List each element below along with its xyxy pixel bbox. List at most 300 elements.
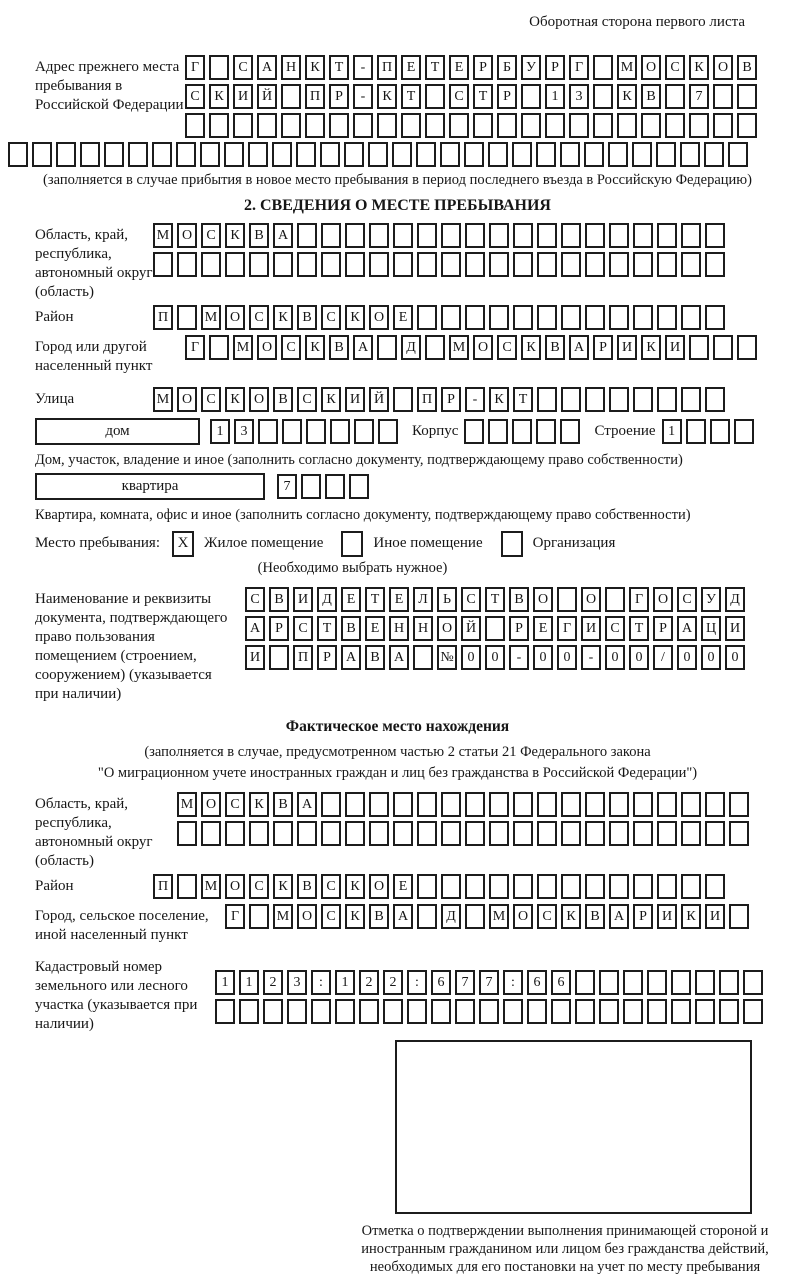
char-box[interactable]: В	[641, 84, 661, 109]
char-box[interactable]	[306, 419, 326, 444]
char-box[interactable]	[321, 223, 341, 248]
char-box[interactable]	[273, 252, 293, 277]
char-box[interactable]	[377, 113, 397, 138]
char-box[interactable]: М	[273, 904, 293, 929]
char-box[interactable]: С	[233, 55, 253, 80]
char-box[interactable]	[455, 999, 475, 1024]
char-box[interactable]	[681, 874, 701, 899]
char-box[interactable]: :	[503, 970, 523, 995]
char-box[interactable]: С	[249, 874, 269, 899]
char-box[interactable]	[705, 874, 725, 899]
char-box[interactable]	[633, 387, 653, 412]
char-box[interactable]: Т	[401, 84, 421, 109]
char-box[interactable]: Г	[225, 904, 245, 929]
char-box[interactable]	[593, 55, 613, 80]
char-box[interactable]: А	[677, 616, 697, 641]
char-box[interactable]	[465, 223, 485, 248]
char-box[interactable]	[632, 142, 652, 167]
char-box[interactable]: 2	[359, 970, 379, 995]
char-box[interactable]: К	[561, 904, 581, 929]
char-box[interactable]: О	[225, 874, 245, 899]
char-box[interactable]: К	[209, 84, 229, 109]
char-box[interactable]	[575, 970, 595, 995]
char-box[interactable]: А	[609, 904, 629, 929]
char-box[interactable]	[177, 305, 197, 330]
char-box[interactable]: И	[705, 904, 725, 929]
char-box[interactable]	[301, 474, 321, 499]
char-box[interactable]	[537, 387, 557, 412]
char-box[interactable]	[416, 142, 436, 167]
char-box[interactable]	[503, 999, 523, 1024]
char-box[interactable]	[551, 999, 571, 1024]
char-box[interactable]: К	[617, 84, 637, 109]
char-box[interactable]	[512, 419, 532, 444]
char-box[interactable]: Р	[317, 645, 337, 670]
char-box[interactable]: 6	[527, 970, 547, 995]
char-box[interactable]	[489, 792, 509, 817]
char-box[interactable]	[705, 792, 725, 817]
char-box[interactable]	[329, 113, 349, 138]
char-box[interactable]	[393, 223, 413, 248]
char-box[interactable]	[369, 252, 389, 277]
char-box[interactable]	[609, 387, 629, 412]
char-box[interactable]	[599, 999, 619, 1024]
char-box[interactable]	[305, 113, 325, 138]
char-box[interactable]	[465, 821, 485, 846]
char-box[interactable]: К	[225, 223, 245, 248]
char-box[interactable]	[269, 645, 289, 670]
char-box[interactable]: О	[653, 587, 673, 612]
char-box[interactable]: В	[329, 335, 349, 360]
char-box[interactable]: А	[273, 223, 293, 248]
char-box[interactable]	[689, 113, 709, 138]
char-box[interactable]	[273, 821, 293, 846]
char-box[interactable]	[561, 223, 581, 248]
char-box[interactable]	[441, 874, 461, 899]
char-box[interactable]: Ц	[701, 616, 721, 641]
char-box[interactable]	[729, 904, 749, 929]
char-box[interactable]	[345, 821, 365, 846]
char-box[interactable]: В	[297, 874, 317, 899]
char-box[interactable]	[441, 792, 461, 817]
char-box[interactable]	[321, 252, 341, 277]
char-box[interactable]	[209, 335, 229, 360]
char-box[interactable]: О	[641, 55, 661, 80]
char-box[interactable]	[671, 970, 691, 995]
char-box[interactable]: А	[257, 55, 277, 80]
char-box[interactable]	[561, 387, 581, 412]
char-box[interactable]: О	[533, 587, 553, 612]
char-box[interactable]	[680, 142, 700, 167]
char-box[interactable]: Г	[185, 55, 205, 80]
char-box[interactable]	[393, 792, 413, 817]
char-box[interactable]: С	[293, 616, 313, 641]
char-box[interactable]	[513, 223, 533, 248]
char-box[interactable]	[441, 821, 461, 846]
char-box[interactable]	[393, 821, 413, 846]
char-box[interactable]	[633, 874, 653, 899]
char-box[interactable]	[177, 252, 197, 277]
char-box[interactable]: О	[437, 616, 457, 641]
char-box[interactable]: 1	[215, 970, 235, 995]
char-box[interactable]: 1	[662, 419, 682, 444]
char-box[interactable]	[633, 792, 653, 817]
char-box[interactable]	[689, 335, 709, 360]
char-box[interactable]: Т	[317, 616, 337, 641]
char-box[interactable]: :	[311, 970, 331, 995]
char-box[interactable]: М	[617, 55, 637, 80]
char-box[interactable]	[152, 142, 172, 167]
char-box[interactable]	[585, 252, 605, 277]
char-box[interactable]	[681, 387, 701, 412]
char-box[interactable]: Д	[401, 335, 421, 360]
char-box[interactable]: 3	[287, 970, 307, 995]
char-box[interactable]	[560, 142, 580, 167]
char-box[interactable]: В	[509, 587, 529, 612]
char-box[interactable]: П	[153, 305, 173, 330]
char-box[interactable]	[609, 874, 629, 899]
char-box[interactable]: И	[233, 84, 253, 109]
char-box[interactable]: К	[377, 84, 397, 109]
char-box[interactable]: С	[537, 904, 557, 929]
char-box[interactable]: Н	[281, 55, 301, 80]
char-box[interactable]: Е	[401, 55, 421, 80]
char-box[interactable]	[719, 970, 739, 995]
char-box[interactable]: О	[369, 305, 389, 330]
char-box[interactable]: 0	[677, 645, 697, 670]
char-box[interactable]: П	[305, 84, 325, 109]
char-box[interactable]	[647, 970, 667, 995]
char-box[interactable]	[32, 142, 52, 167]
char-box[interactable]: К	[521, 335, 541, 360]
char-box[interactable]	[561, 874, 581, 899]
char-box[interactable]: А	[297, 792, 317, 817]
char-box[interactable]	[479, 999, 499, 1024]
char-box[interactable]	[417, 904, 437, 929]
char-box[interactable]: У	[701, 587, 721, 612]
char-box[interactable]	[593, 113, 613, 138]
char-box[interactable]	[527, 999, 547, 1024]
char-box[interactable]: И	[725, 616, 745, 641]
char-box[interactable]: К	[345, 874, 365, 899]
char-box[interactable]: О	[177, 223, 197, 248]
char-box[interactable]: -	[353, 55, 373, 80]
char-box[interactable]	[369, 821, 389, 846]
char-box[interactable]: Р	[473, 55, 493, 80]
char-box[interactable]: К	[321, 387, 341, 412]
char-box[interactable]	[537, 305, 557, 330]
char-box[interactable]	[489, 223, 509, 248]
char-box[interactable]	[593, 84, 613, 109]
char-box[interactable]: Й	[257, 84, 277, 109]
char-box[interactable]: Р	[545, 55, 565, 80]
char-box[interactable]: И	[665, 335, 685, 360]
char-box[interactable]: К	[641, 335, 661, 360]
char-box[interactable]: Г	[569, 55, 589, 80]
char-box[interactable]	[623, 999, 643, 1024]
char-box[interactable]	[737, 113, 757, 138]
char-box[interactable]: Т	[425, 55, 445, 80]
char-box[interactable]	[657, 252, 677, 277]
char-box[interactable]	[392, 142, 412, 167]
char-box[interactable]	[177, 821, 197, 846]
char-box[interactable]: С	[185, 84, 205, 109]
char-box[interactable]	[233, 113, 253, 138]
char-box[interactable]: Р	[269, 616, 289, 641]
char-box[interactable]	[128, 142, 148, 167]
char-box[interactable]: 1	[335, 970, 355, 995]
char-box[interactable]: 0	[485, 645, 505, 670]
char-box[interactable]: К	[225, 387, 245, 412]
char-box[interactable]: В	[365, 645, 385, 670]
char-box[interactable]: Д	[441, 904, 461, 929]
char-box[interactable]	[585, 792, 605, 817]
char-box[interactable]: 7	[479, 970, 499, 995]
char-box[interactable]	[281, 84, 301, 109]
char-box[interactable]	[681, 305, 701, 330]
char-box[interactable]: А	[341, 645, 361, 670]
char-box[interactable]	[599, 970, 619, 995]
char-box[interactable]	[705, 305, 725, 330]
char-box[interactable]	[686, 419, 706, 444]
char-box[interactable]: Е	[449, 55, 469, 80]
char-box[interactable]: А	[353, 335, 373, 360]
char-box[interactable]	[377, 335, 397, 360]
char-box[interactable]	[258, 419, 278, 444]
char-box[interactable]: С	[225, 792, 245, 817]
char-box[interactable]	[719, 999, 739, 1024]
char-box[interactable]	[513, 874, 533, 899]
char-box[interactable]	[225, 821, 245, 846]
char-box[interactable]	[585, 223, 605, 248]
char-box[interactable]	[734, 419, 754, 444]
checkbox-other-premises[interactable]	[341, 531, 363, 557]
char-box[interactable]	[282, 419, 302, 444]
char-box[interactable]	[56, 142, 76, 167]
char-box[interactable]: №	[437, 645, 457, 670]
char-box[interactable]	[557, 587, 577, 612]
char-box[interactable]: М	[201, 305, 221, 330]
char-box[interactable]: Ь	[437, 587, 457, 612]
char-box[interactable]: Е	[341, 587, 361, 612]
char-box[interactable]	[537, 252, 557, 277]
char-box[interactable]	[80, 142, 100, 167]
char-box[interactable]	[321, 821, 341, 846]
char-box[interactable]	[489, 821, 509, 846]
char-box[interactable]: Н	[413, 616, 433, 641]
char-box[interactable]	[344, 142, 364, 167]
char-box[interactable]	[449, 113, 469, 138]
char-box[interactable]	[345, 792, 365, 817]
char-box[interactable]	[609, 305, 629, 330]
char-box[interactable]: Н	[389, 616, 409, 641]
char-box[interactable]	[209, 55, 229, 80]
char-box[interactable]	[368, 142, 388, 167]
char-box[interactable]	[633, 305, 653, 330]
char-box[interactable]	[657, 305, 677, 330]
char-box[interactable]: 0	[629, 645, 649, 670]
char-box[interactable]	[224, 142, 244, 167]
char-box[interactable]	[417, 874, 437, 899]
char-box[interactable]: 7	[455, 970, 475, 995]
char-box[interactable]	[497, 113, 517, 138]
char-box[interactable]	[561, 792, 581, 817]
char-box[interactable]: Е	[393, 874, 413, 899]
char-box[interactable]: А	[393, 904, 413, 929]
char-box[interactable]	[489, 874, 509, 899]
char-box[interactable]: М	[201, 874, 221, 899]
char-box[interactable]	[641, 113, 661, 138]
char-box[interactable]	[633, 223, 653, 248]
char-box[interactable]	[417, 223, 437, 248]
char-box[interactable]: И	[581, 616, 601, 641]
char-box[interactable]: С	[677, 587, 697, 612]
char-box[interactable]	[441, 305, 461, 330]
char-box[interactable]	[710, 419, 730, 444]
char-box[interactable]	[695, 999, 715, 1024]
char-box[interactable]: 1	[545, 84, 565, 109]
char-box[interactable]: 0	[725, 645, 745, 670]
char-box[interactable]	[353, 113, 373, 138]
char-box[interactable]	[560, 419, 580, 444]
char-box[interactable]	[335, 999, 355, 1024]
char-box[interactable]: В	[585, 904, 605, 929]
char-box[interactable]: О	[473, 335, 493, 360]
char-box[interactable]: В	[269, 587, 289, 612]
char-box[interactable]	[681, 792, 701, 817]
char-box[interactable]	[657, 223, 677, 248]
char-box[interactable]	[464, 142, 484, 167]
char-box[interactable]	[657, 792, 677, 817]
char-box[interactable]	[417, 821, 437, 846]
char-box[interactable]: Р	[329, 84, 349, 109]
char-box[interactable]: Г	[629, 587, 649, 612]
char-box[interactable]: С	[281, 335, 301, 360]
char-box[interactable]: П	[417, 387, 437, 412]
char-box[interactable]: В	[273, 792, 293, 817]
char-box[interactable]: А	[389, 645, 409, 670]
char-box[interactable]	[647, 999, 667, 1024]
char-box[interactable]: Д	[725, 587, 745, 612]
char-box[interactable]: К	[305, 55, 325, 80]
char-box[interactable]	[521, 113, 541, 138]
char-box[interactable]: 3	[569, 84, 589, 109]
char-box[interactable]	[585, 821, 605, 846]
char-box[interactable]	[513, 252, 533, 277]
char-box[interactable]	[153, 252, 173, 277]
char-box[interactable]	[320, 142, 340, 167]
char-box[interactable]	[441, 223, 461, 248]
char-box[interactable]	[225, 252, 245, 277]
char-box[interactable]	[177, 874, 197, 899]
char-box[interactable]: В	[273, 387, 293, 412]
char-box[interactable]	[737, 335, 757, 360]
char-box[interactable]	[513, 792, 533, 817]
char-box[interactable]: А	[245, 616, 265, 641]
char-box[interactable]	[321, 792, 341, 817]
char-box[interactable]	[354, 419, 374, 444]
char-box[interactable]	[440, 142, 460, 167]
char-box[interactable]: 7	[277, 474, 297, 499]
char-box[interactable]: С	[605, 616, 625, 641]
char-box[interactable]	[417, 252, 437, 277]
char-box[interactable]	[705, 821, 725, 846]
char-box[interactable]: К	[273, 874, 293, 899]
char-box[interactable]: Л	[413, 587, 433, 612]
char-box[interactable]: С	[461, 587, 481, 612]
char-box[interactable]: К	[273, 305, 293, 330]
char-box[interactable]	[537, 223, 557, 248]
char-box[interactable]	[537, 792, 557, 817]
char-box[interactable]: -	[465, 387, 485, 412]
char-box[interactable]	[393, 387, 413, 412]
char-box[interactable]	[407, 999, 427, 1024]
char-box[interactable]	[417, 305, 437, 330]
char-box[interactable]: О	[201, 792, 221, 817]
char-box[interactable]: Р	[633, 904, 653, 929]
char-box[interactable]	[705, 223, 725, 248]
char-box[interactable]	[369, 223, 389, 248]
char-box[interactable]	[537, 874, 557, 899]
char-box[interactable]: К	[681, 904, 701, 929]
char-box[interactable]	[536, 419, 556, 444]
char-box[interactable]	[705, 387, 725, 412]
char-box[interactable]	[605, 587, 625, 612]
char-box[interactable]	[513, 305, 533, 330]
char-box[interactable]	[609, 821, 629, 846]
char-box[interactable]	[248, 142, 268, 167]
char-box[interactable]	[465, 792, 485, 817]
char-box[interactable]	[561, 821, 581, 846]
char-box[interactable]: К	[249, 792, 269, 817]
char-box[interactable]: С	[497, 335, 517, 360]
char-box[interactable]	[585, 387, 605, 412]
char-box[interactable]	[561, 252, 581, 277]
char-box[interactable]	[609, 792, 629, 817]
char-box[interactable]: Т	[629, 616, 649, 641]
char-box[interactable]: Т	[485, 587, 505, 612]
char-box[interactable]	[671, 999, 691, 1024]
char-box[interactable]: И	[345, 387, 365, 412]
char-box[interactable]	[521, 84, 541, 109]
char-box[interactable]: М	[233, 335, 253, 360]
char-box[interactable]	[485, 616, 505, 641]
char-box[interactable]	[681, 252, 701, 277]
char-box[interactable]: 0	[557, 645, 577, 670]
char-box[interactable]: 1	[210, 419, 230, 444]
char-box[interactable]	[545, 113, 565, 138]
checkbox-residential[interactable]: X	[172, 531, 194, 557]
char-box[interactable]	[465, 904, 485, 929]
char-box[interactable]: П	[293, 645, 313, 670]
char-box[interactable]	[401, 113, 421, 138]
char-box[interactable]	[513, 821, 533, 846]
char-box[interactable]: В	[249, 223, 269, 248]
char-box[interactable]: С	[321, 305, 341, 330]
char-box[interactable]: 0	[533, 645, 553, 670]
char-box[interactable]: М	[153, 223, 173, 248]
char-box[interactable]	[176, 142, 196, 167]
char-box[interactable]	[349, 474, 369, 499]
char-box[interactable]	[585, 874, 605, 899]
char-box[interactable]	[311, 999, 331, 1024]
char-box[interactable]: -	[509, 645, 529, 670]
char-box[interactable]	[681, 821, 701, 846]
char-box[interactable]	[536, 142, 556, 167]
char-box[interactable]	[297, 821, 317, 846]
char-box[interactable]	[584, 142, 604, 167]
char-box[interactable]	[657, 821, 677, 846]
